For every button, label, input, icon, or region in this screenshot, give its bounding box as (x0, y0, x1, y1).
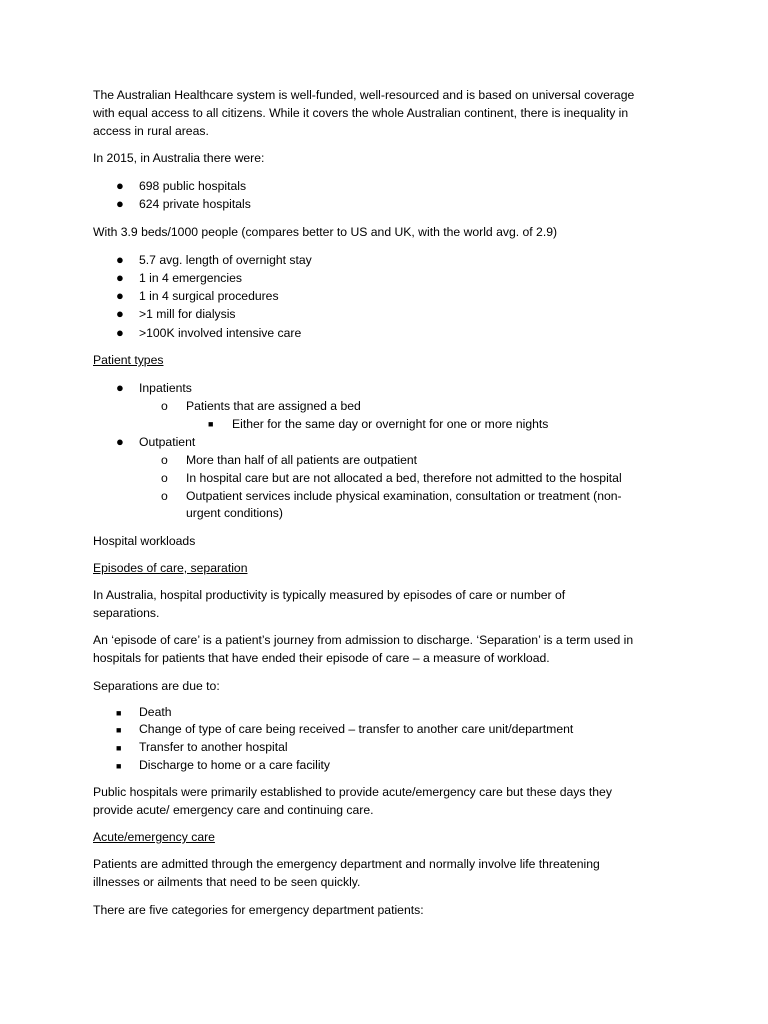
bullet-circle: o (161, 489, 168, 503)
bullet-square: ■ (208, 419, 214, 429)
acute-heading: Acute/emergency care (93, 830, 215, 844)
sub-list-item: In hospital care but are not allocated a bed, therefore not admitted to the hospital (186, 471, 622, 485)
intro-line-1: The Australian Healthcare system is well-funded, well-resourced and is based on universal coverage (93, 88, 635, 102)
bullet-circle: o (161, 399, 168, 413)
list-item: >1 mill for dialysis (139, 307, 236, 321)
acute-paragraph-line-1: Patients are admitted through the emergency department and normally involve life threatening (93, 857, 600, 871)
beds-text: With 3.9 beds/1000 people (compares better to US and UK, with the world avg. of 2.9) (93, 225, 558, 239)
list-item: Change of type of care being received – transfer to another care unit/department (139, 722, 574, 736)
episodes-heading: Episodes of care, separation (93, 561, 248, 575)
sub-list-item: Outpatient services include physical examination, consultation or treatment (non- (186, 489, 622, 503)
patient-types-heading: Patient types (93, 353, 164, 367)
bullet-disc: ● (116, 288, 124, 303)
public-hospitals-line-2: provide acute/ emergency care and continuing care. (93, 803, 374, 817)
list-item: Transfer to another hospital (139, 740, 288, 754)
acute-paragraph-line-2: illnesses or ailments that need to be seen quickly. (93, 875, 361, 889)
categories-intro: There are five categories for emergency department patients: (93, 903, 424, 917)
sub-list-item-continued: urgent conditions) (186, 506, 283, 520)
bullet-square: ■ (116, 725, 122, 735)
bullet-disc: ● (116, 270, 124, 285)
bullet-circle: o (161, 453, 168, 467)
bullet-disc: ● (116, 306, 124, 321)
intro-line-2: with equal access to all citizens. While it covers the whole Australian continent, there is inequality in (93, 106, 629, 120)
sub-sub-list-item: Either for the same day or overnight for one or more nights (232, 417, 549, 431)
list-item: Death (139, 705, 172, 719)
episodes-paragraph-2-line-2: hospitals for patients that have ended their episode of care – a measure of workload. (93, 651, 550, 665)
bullet-disc: ● (116, 252, 124, 267)
stats-intro: In 2015, in Australia there were: (93, 151, 265, 165)
hospital-workloads-heading: Hospital workloads (93, 534, 196, 548)
list-item: Discharge to home or a care facility (139, 758, 331, 772)
list-item-outpatient: Outpatient (139, 435, 196, 449)
bullet-square: ■ (116, 761, 122, 771)
list-item: 1 in 4 surgical procedures (139, 289, 279, 303)
list-item: 698 public hospitals (139, 179, 247, 193)
sub-list-item: More than half of all patients are outpatient (186, 453, 418, 467)
bullet-circle: o (161, 471, 168, 485)
bullet-disc: ● (116, 380, 124, 395)
bullet-disc: ● (116, 196, 124, 211)
list-item: 5.7 avg. length of overnight stay (139, 253, 312, 267)
separations-intro: Separations are due to: (93, 679, 220, 693)
list-item: 1 in 4 emergencies (139, 271, 242, 285)
intro-line-3: access in rural areas. (93, 124, 209, 138)
episodes-paragraph-1-line-1: In Australia, hospital productivity is typically measured by episodes of care or number of (93, 588, 566, 602)
list-item: >100K involved intensive care (139, 326, 302, 340)
list-item-inpatients: Inpatients (139, 381, 192, 395)
bullet-square: ■ (116, 743, 122, 753)
bullet-disc: ● (116, 178, 124, 193)
sub-list-item: Patients that are assigned a bed (186, 399, 361, 413)
episodes-paragraph-2-line-1: An ‘episode of care’ is a patient’s journey from admission to discharge. ‘Separation’ is a term used in (93, 633, 634, 647)
bullet-disc: ● (116, 434, 124, 449)
bullet-square: ■ (116, 708, 122, 718)
bullet-disc: ● (116, 325, 124, 340)
list-item: 624 private hospitals (139, 197, 251, 211)
episodes-paragraph-1-line-2: separations. (93, 606, 160, 620)
public-hospitals-line-1: Public hospitals were primarily established to provide acute/emergency care but these days they (93, 785, 612, 799)
